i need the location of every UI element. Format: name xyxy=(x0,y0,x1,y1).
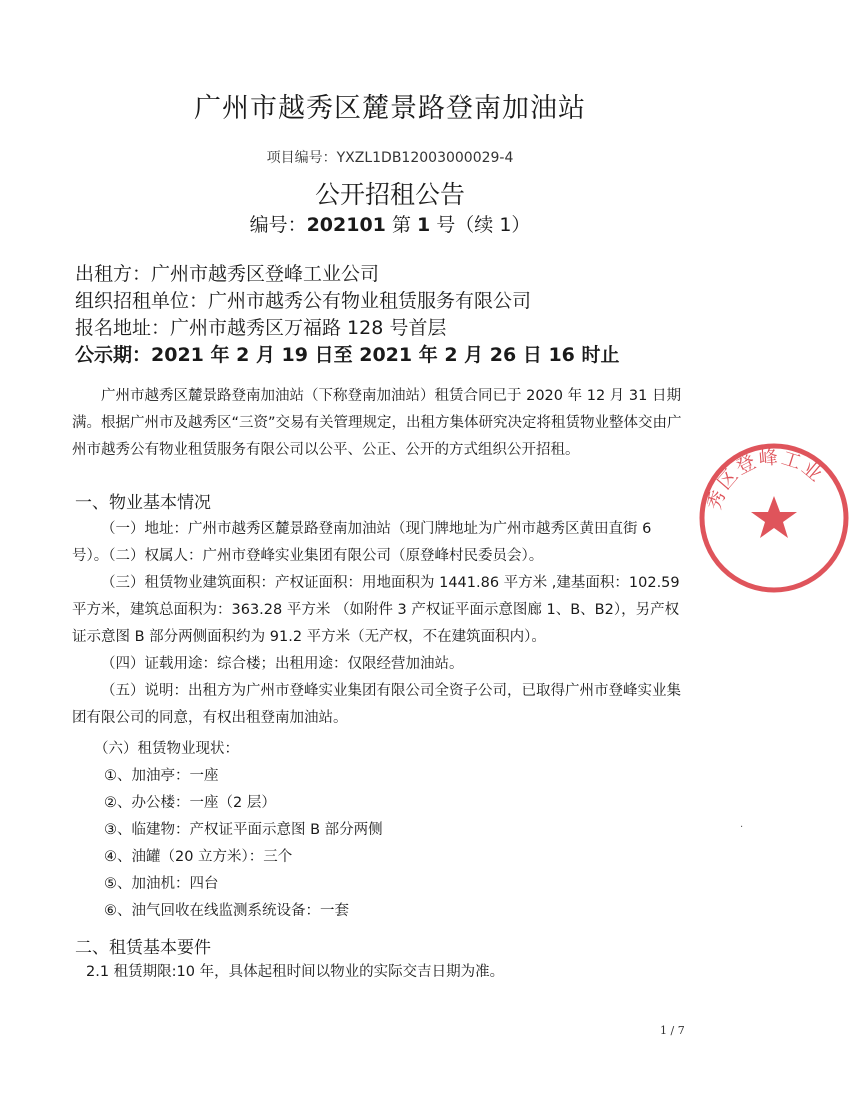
section1-heading: 一、物业基本情况 xyxy=(75,493,211,513)
project-number: 项目编号：YXZL1DB12003000029-4 xyxy=(266,150,514,166)
section2-heading: 二、租赁基本要件 xyxy=(75,938,211,958)
company-seal xyxy=(694,438,854,598)
address-line: 报名地址：广州市越秀区万福路 128 号首层 xyxy=(75,317,447,339)
item-address: （一）地址：广州市越秀区麓景路登南加油站（现门牌地址为广州市越秀区黄田直街 6 号）。 xyxy=(72,521,652,564)
status-item: ③、临建物：产权证平面示意图 B 部分两侧 xyxy=(104,822,383,838)
lessor-line: 出租方：广州市越秀区登峰工业公司 xyxy=(75,263,380,285)
item-usage: （四）证载用途：综合楼；出租用途：仅限经营加油站。 xyxy=(101,656,464,672)
notice-number: 编号：202101 第 1 号（续 1） xyxy=(249,214,531,236)
period-line: 公示期：2021 年 2 月 19 日至 2021 年 2 月 26 日 16 时止 xyxy=(75,344,620,366)
status-item: ⑥、油气回收在线监测系统设备：一套 xyxy=(104,903,349,919)
item-note: （五）说明：出租方为广州市登峰实业集团有限公司全资子公司，已取得广州市登峰实业集团有限公司的同意，有权出租登南加油站。 xyxy=(72,683,681,726)
intro-paragraph: 广州市越秀区麓景路登南加油站（下称登南加油站）租赁合同已于 2020 年 12 月 31 日期满。根据广州市及越秀区“三资”交易有关管理规定，出租方集体研究决定将租赁物业整体交由广州市越秀公有物业租赁服务有限公司以公平、公正、公开的方式组织公开招租。 xyxy=(72,388,682,458)
document-title: 广州市越秀区麓景路登南加油站 xyxy=(194,93,586,124)
status-item: ⑤、加油机：四台 xyxy=(104,876,219,892)
lease-term: 2.1 租赁期限:10 年，具体起租时间以物业的实际交吉日期为准。 xyxy=(86,964,505,980)
item-area: （三）租赁物业建筑面积：产权证面积：用地面积为 1441.86 平方米 ,建基面积：102.59 平方米，建筑总面积为：363.28 平方米 （如附件 3 产权证平面示意图廊 1、B、B2），另产权证示意图 B 部分两侧面积约为 91.2 平方米（无产权，不在建筑面积内）。 xyxy=(72,575,680,645)
margin-mark: · xyxy=(740,822,744,833)
status-item: ②、办公楼：一座（2 层） xyxy=(104,795,276,811)
status-item: ①、加油亭：一座 xyxy=(104,768,219,784)
page-number: 1 / 7 xyxy=(660,1024,685,1037)
notice-title: 公开招租公告 xyxy=(314,180,465,209)
item-owner: （二）权属人：广州市登峰实业集团有限公司（原登峰村民委员会）。 xyxy=(101,548,544,564)
status-item: ④、油罐（20 立方米）：三个 xyxy=(104,849,293,865)
svg-text:秀区登峰工业: 秀区登峰工业 xyxy=(703,446,828,513)
organizer-line: 组织招租单位：广州市越秀公有物业租赁服务有限公司 xyxy=(75,290,532,312)
status-heading: （六）租赁物业现状： xyxy=(94,741,239,757)
